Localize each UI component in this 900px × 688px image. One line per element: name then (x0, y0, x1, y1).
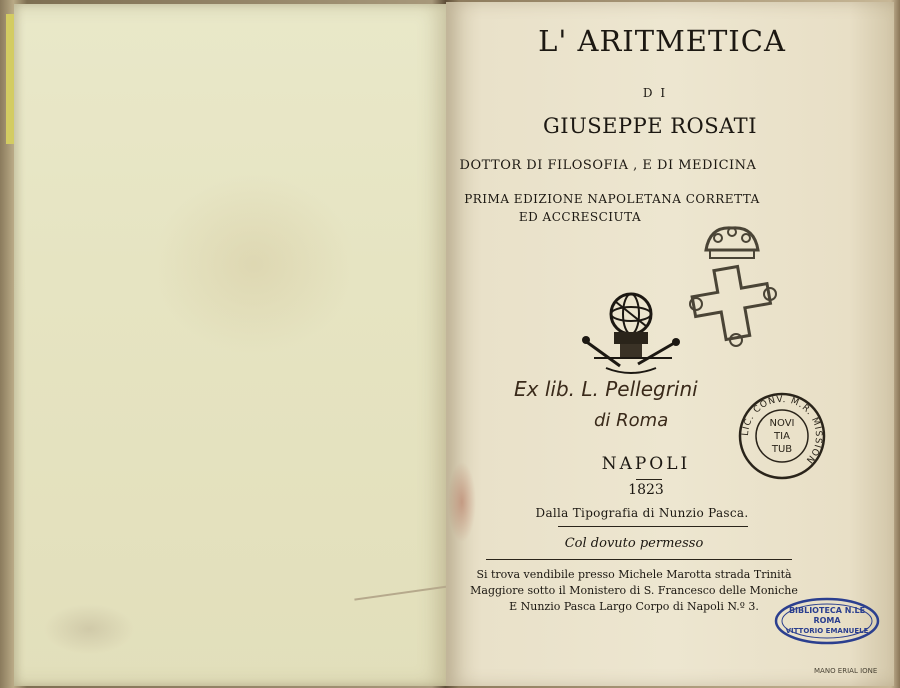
paper-stain (44, 604, 134, 654)
paper-stain (154, 174, 354, 354)
manuscript-line-2: di Roma (594, 410, 669, 431)
round-stamp-center-2: TIA (774, 431, 790, 442)
sale-note-line-3: E Nunzio Pasca Largo Corpo di Napoli N.º 3. (509, 600, 759, 613)
round-stamp-center-1: NOVI (769, 418, 795, 429)
author-name: GIUSEPPE ROSATI (543, 114, 757, 138)
crown-stamp-icon (682, 220, 782, 350)
imprint-printer: Dalla Tipografia di Nunzio Pasca. (535, 506, 749, 520)
oval-stamp-top: BIBLIOTECA N.LE (788, 606, 866, 615)
library-oval-stamp-icon (774, 596, 880, 646)
title-page (446, 2, 894, 686)
imprint-year: 1823 (628, 482, 664, 498)
divider (636, 479, 662, 480)
sale-note-line-2: Maggiore sotto il Monistero di S. Francesco delle Moniche (470, 584, 798, 597)
partial-stamp-text: MANO ERIAL IONE (814, 667, 878, 675)
divider (486, 559, 792, 560)
manuscript-line-1: Ex lib. L. Pellegrini (514, 377, 698, 401)
manuscript-signature (510, 368, 770, 438)
left-blank-page (14, 4, 446, 686)
oval-stamp-mid: ROMA (813, 616, 841, 625)
page-edge-strip (6, 14, 14, 144)
sale-note-line-1: Si trova vendibile presso Michele Marotta strada Trinità (476, 568, 792, 581)
author-degree: DOTTOR DI FILOSOFIA , E DI MEDICINA (459, 158, 757, 173)
imprint-city: NAPOLI (601, 454, 691, 474)
printer-emblem-icon (576, 288, 686, 378)
edition-line-1: PRIMA EDIZIONE NAPOLETANA CORRETTA (464, 192, 760, 206)
edition-line-2: ED ACCRESCIUTA (518, 210, 642, 224)
oval-stamp-bottom: VITTORIO EMANUELE (785, 627, 869, 635)
paper-stain (448, 462, 476, 542)
permission-note: Col dovuto permesso (564, 536, 704, 551)
divider (558, 526, 748, 527)
round-stamp-center-3: TUB (771, 444, 793, 455)
by-word: DI (642, 86, 674, 100)
round-stamp-outer-text: LIC. CONV. M.R. MISSION (740, 394, 824, 466)
partial-stamp-icon (812, 662, 882, 676)
book-title: L' ARITMETICA (538, 24, 786, 58)
